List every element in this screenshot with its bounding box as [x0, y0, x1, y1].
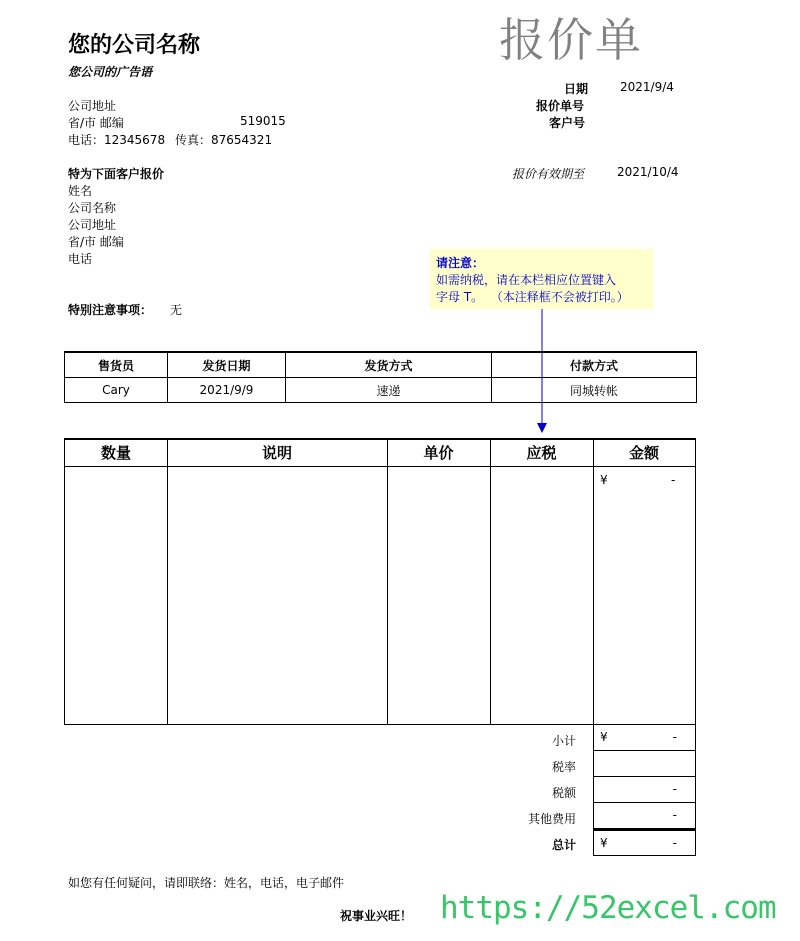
- ship-date-header: 发货日期: [168, 352, 286, 378]
- subtotal-cell[interactable]: [593, 725, 696, 751]
- total-currency: ¥: [600, 836, 608, 850]
- closing-wish: 祝事业兴旺！: [340, 909, 413, 923]
- other-fees-value: -: [672, 808, 677, 822]
- description-column[interactable]: [167, 440, 388, 724]
- customer-phone: 电话: [68, 252, 93, 266]
- remarks-label: 特别注意事项：: [68, 303, 153, 317]
- quote-number-label: 报价单号: [536, 99, 585, 113]
- payment-method-header: 付款方式: [492, 352, 697, 378]
- company-fax: 传真：87654321: [175, 133, 273, 147]
- amount-header: 金额: [628, 444, 659, 462]
- valid-until-value: 2021/10/4: [617, 165, 679, 179]
- salesperson-header: 售货员: [65, 352, 168, 378]
- customer-address: 公司地址: [68, 218, 117, 232]
- company-zip: 519015: [240, 114, 286, 128]
- customer-city-zip: 省/市 邮编: [68, 235, 124, 249]
- taxable-header: 应税: [526, 444, 557, 462]
- tax-amount-cell[interactable]: [593, 777, 696, 803]
- company-slogan: 您公司的广告语: [68, 65, 153, 79]
- ship-method-header: 发货方式: [286, 352, 492, 378]
- company-city-zip: 省/市 邮编: [68, 116, 124, 130]
- subtotal-value: -: [672, 730, 677, 744]
- company-address: 公司地址: [68, 99, 117, 113]
- total-cell[interactable]: [593, 829, 696, 856]
- date-label: 日期: [564, 82, 589, 96]
- company-name: 您的公司名称: [68, 33, 201, 58]
- quantity-column[interactable]: [65, 440, 168, 724]
- tax-amount-label: 税额: [551, 786, 576, 800]
- amount-value[interactable]: -: [671, 473, 676, 487]
- unit-price-header: 单价: [423, 444, 454, 462]
- quantity-header: 数量: [100, 444, 131, 462]
- remarks-value: 无: [170, 303, 183, 317]
- unit-price-column[interactable]: [387, 440, 491, 724]
- valid-until-label: 报价有效期至: [512, 167, 585, 181]
- shipping-table: [64, 351, 697, 403]
- customer-number-label: 客户号: [549, 116, 586, 130]
- other-fees-cell[interactable]: [593, 803, 696, 829]
- contact-line: 如您有任何疑问，请即联络：姓名，电话，电子邮件: [68, 876, 345, 890]
- ship-date-cell[interactable]: 2021/9/9: [168, 378, 286, 403]
- customer-name: 姓名: [68, 184, 93, 198]
- tax-rate-cell[interactable]: [593, 751, 696, 777]
- doc-title: 报价单: [499, 13, 643, 67]
- note-line-1: 如需纳税，请在本栏相应位置键入: [436, 273, 617, 287]
- taxable-column[interactable]: [490, 440, 594, 724]
- subtotal-label: 小计: [551, 734, 576, 748]
- watermark-url: https://52excel.com: [440, 890, 776, 926]
- total-value: -: [672, 836, 677, 850]
- note-line-2: 字母 T。 （本注释框不会被打印。）: [436, 290, 629, 304]
- other-fees-label: 其他费用: [527, 812, 576, 826]
- total-label: 总计: [551, 838, 576, 852]
- company-phone: 电话：12345678: [68, 133, 166, 147]
- customer-company: 公司名称: [68, 201, 117, 215]
- subtotal-currency: ¥: [600, 730, 608, 744]
- note-title: 请注意：: [436, 256, 485, 270]
- description-header: 说明: [261, 444, 292, 462]
- salesperson-cell[interactable]: Cary: [65, 378, 168, 403]
- customer-heading: 特为下面客户报价: [68, 167, 165, 181]
- items-table: [64, 438, 696, 725]
- amount-currency: ¥: [600, 473, 608, 487]
- ship-method-cell[interactable]: 速递: [286, 378, 492, 403]
- tax-note-comment: [430, 249, 653, 309]
- date-value: 2021/9/4: [620, 80, 674, 94]
- tax-rate-label: 税率: [551, 760, 576, 774]
- tax-amount-value: -: [672, 782, 677, 796]
- payment-method-cell[interactable]: 同城转帐: [492, 378, 697, 403]
